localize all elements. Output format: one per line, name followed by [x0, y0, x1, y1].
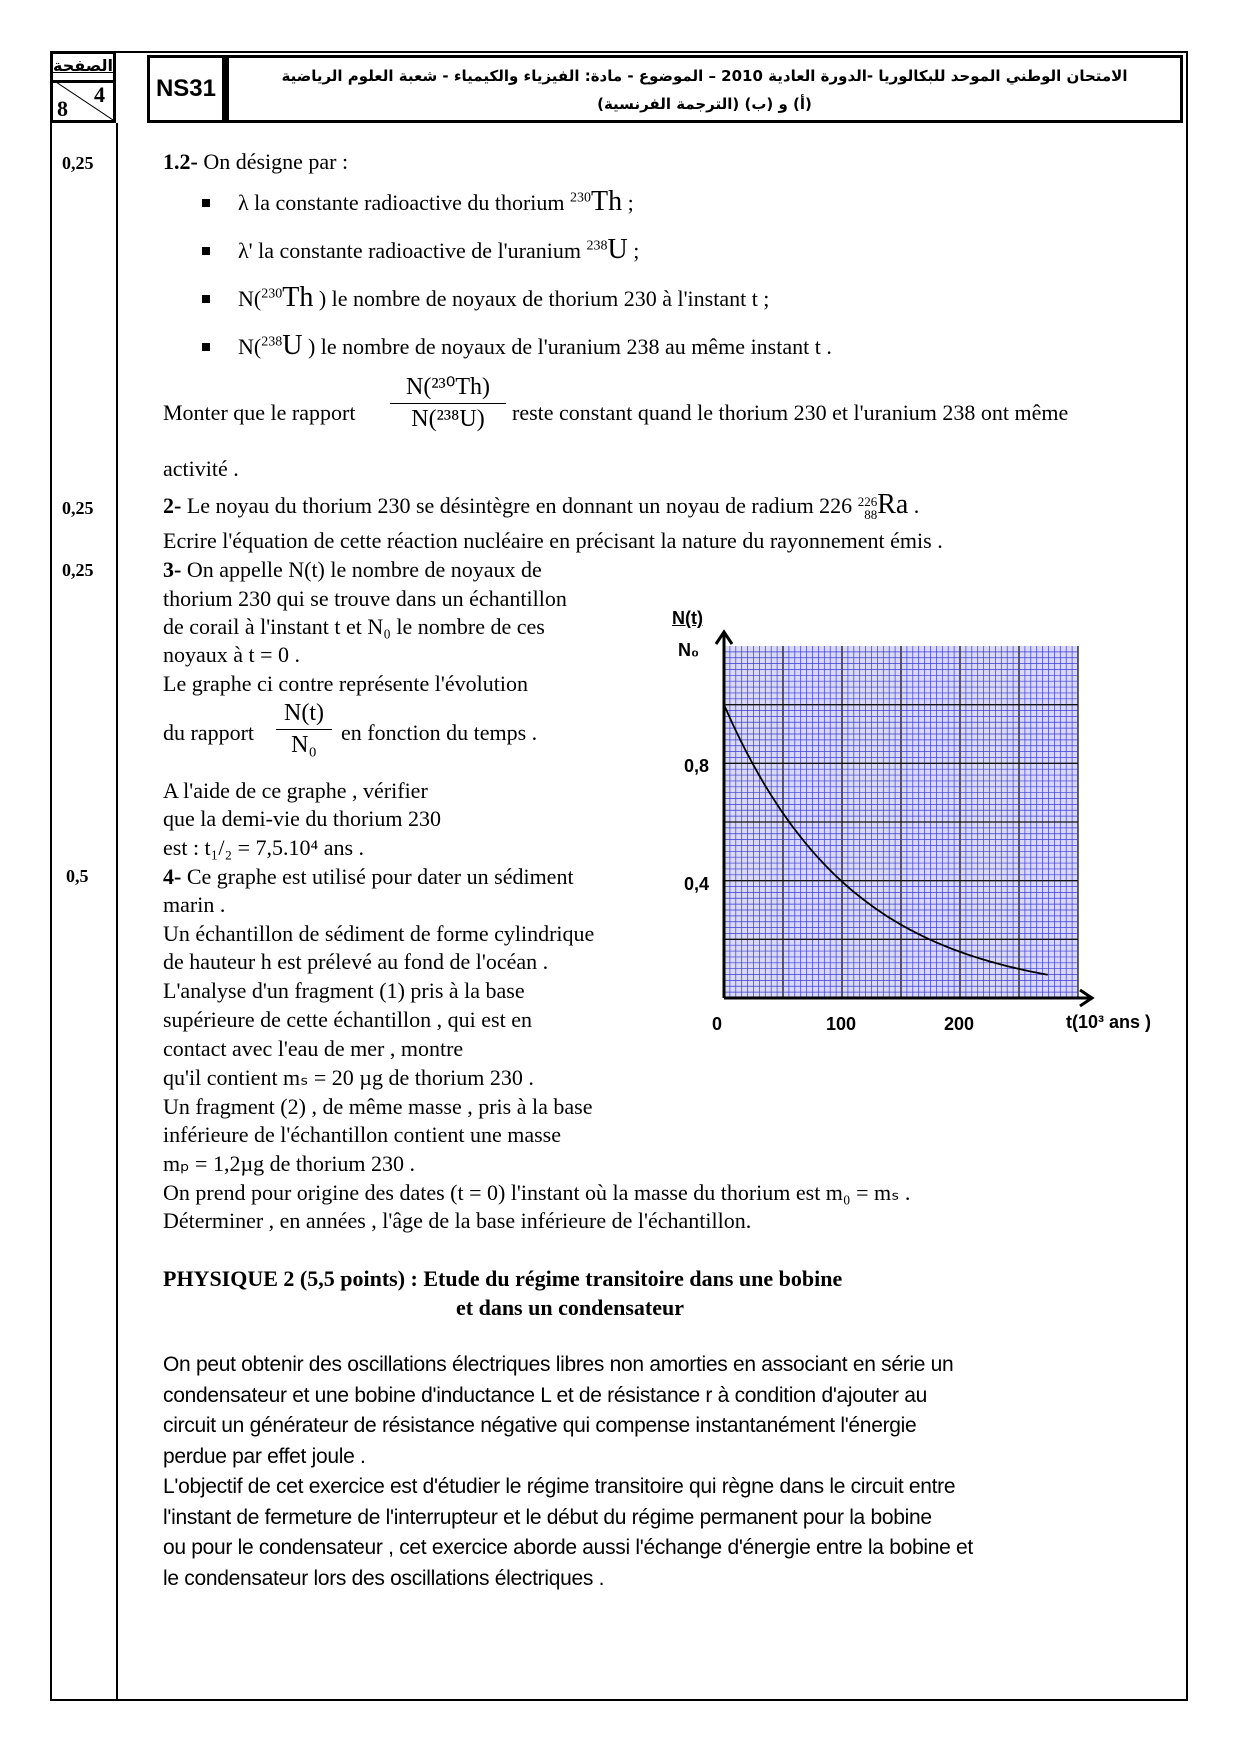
score-q4: 0,5	[66, 866, 89, 886]
x-tick-label: 0	[712, 1014, 723, 1034]
data-point	[735, 730, 737, 732]
exam-code: NS31	[147, 55, 225, 123]
bullet-icon	[202, 295, 210, 303]
q4-line: On prend pour origine des dates (t = 0) l'instant où la masse du thorium est m₀ = mₛ .	[163, 1180, 911, 1205]
page-total: 8	[57, 96, 68, 121]
q4-line: qu'il contient mₛ = 20 µg de thorium 230 .	[163, 1065, 534, 1090]
data-point	[888, 917, 890, 919]
fraction-denominator: N₀	[291, 732, 317, 758]
fraction-numerator: N(t)	[284, 700, 324, 726]
bullet-end: ) le nombre de noyaux de l'uranium 238 au même instant t .	[302, 334, 832, 359]
bullet-end: ) le nombre de noyaux de thorium 230 à l'instant t ;	[313, 286, 770, 311]
q3-ratio-post: en fonction du temps .	[341, 720, 538, 745]
paragraph-line: le condensateur lors des oscillations électriques .	[163, 1566, 605, 1590]
q2-number: 2-	[163, 493, 182, 518]
nuclide-indices	[858, 495, 878, 521]
q3-number: 3-	[163, 557, 182, 582]
show-ratio-post: reste constant quand le thorium 230 et l'uranium 238 ont même	[512, 400, 1069, 425]
data-point	[1018, 968, 1020, 970]
bullet-item	[238, 330, 832, 361]
bullet-text: λ la constante radioactive du thorium	[238, 190, 571, 215]
paragraph-line: L'objectif de cet exercice est d'étudier le régime transitoire qui règne dans le circuit entre	[163, 1475, 956, 1498]
q3-line: que la demi-vie du thorium 230	[163, 806, 441, 831]
data-point	[782, 812, 784, 814]
element-symbol: Th	[591, 186, 623, 217]
mass-number: 230	[570, 190, 592, 206]
page-number-box	[50, 51, 116, 123]
q3-text: On appelle N(t) le nombre de noyaux de	[181, 557, 542, 582]
q2-text: Le noyau du thorium 230 se désintègre en donnant un noyau de radium 226	[181, 493, 858, 518]
q3-ratio-pre: du rapport	[163, 720, 255, 745]
q4-line: marin .	[163, 892, 226, 917]
y-axis-label-numerator: N(t)	[672, 608, 703, 628]
q4-line: Un échantillon de sédiment de forme cylindrique	[163, 921, 595, 946]
score-q12: 0,25	[62, 153, 94, 173]
data-point	[829, 870, 831, 872]
paragraph-line: circuit un générateur de résistance négative qui compense instantanément l'énergie	[163, 1414, 917, 1437]
fraction-denominator: N(²³⁸U)	[411, 406, 485, 432]
data-point	[759, 775, 761, 777]
bullet-end: ;	[622, 190, 634, 215]
data-point	[812, 851, 814, 853]
ratio-fraction	[390, 372, 506, 433]
show-ratio-end: activité .	[163, 456, 239, 481]
q12-text: On désigne par :	[197, 149, 349, 174]
q4-line: Un fragment (2) , de même masse , pris à la base	[163, 1094, 593, 1119]
q4-line: de hauteur h est prélevé au fond de l'océan .	[163, 949, 549, 974]
element-symbol: U	[282, 330, 303, 361]
bullet-end: ;	[627, 238, 640, 263]
physique2-title: PHYSIQUE 2 (5,5 points) : Etude du régime transitoire dans une bobine	[163, 1266, 843, 1291]
q3-line: est : t₁/₂ = 7,5.10⁴ ans .	[163, 835, 365, 860]
bullet-text: N(	[238, 334, 262, 359]
y-axis-label-denominator: N₀	[678, 640, 700, 660]
page-current: 4	[94, 82, 105, 107]
score-margin	[50, 123, 118, 1699]
nt-n0-fraction	[276, 700, 332, 759]
element-symbol: U	[607, 234, 628, 265]
bullet-item	[238, 234, 640, 265]
paragraph-line: l'instant de fermeture de l'interrupteur et le début du régime permanent pour la bobine	[163, 1505, 932, 1529]
q2-end: .	[908, 493, 920, 518]
bullet-item	[238, 186, 634, 217]
data-point	[900, 924, 902, 926]
q3-line: de corail à l'instant t et N₀ le nombre de ces	[163, 614, 545, 639]
y-tick-label: 0,4	[684, 874, 710, 894]
bullet-text: N(	[238, 286, 262, 311]
q3-line: A l'aide de ce graphe , vérifier	[163, 778, 428, 803]
data-point	[865, 900, 867, 902]
fraction-bar	[276, 729, 332, 730]
q12-number: 1.2-	[163, 149, 198, 174]
mass-number: 238	[261, 334, 283, 350]
page-label: الصفحة	[53, 54, 113, 83]
q3-line: noyaux à t = 0 .	[163, 642, 301, 667]
paragraph-line: perdue par effet joule .	[163, 1444, 366, 1468]
q2-line-1	[163, 489, 920, 522]
q4-line: contact avec l'eau de mer , montre	[163, 1036, 464, 1061]
paragraph-line: ou pour le condensateur , cet exercice aborde aussi l'échange d'énergie entre la bobine et	[163, 1536, 973, 1559]
bullet-icon	[202, 247, 210, 255]
fraction-numerator: N(²³⁰Th)	[406, 374, 490, 400]
q3-line: Le graphe ci contre représente l'évolution	[163, 671, 528, 696]
exam-title	[225, 55, 1183, 123]
q3-line: thorium 230 qui se trouve dans un échantillon	[163, 586, 567, 611]
title-line-1: الامتحان الوطني الموحد للبكالوريا -الدورة العادية 2010 – الموضوع - مادة: الفيزياء والكيمياء - شعبة العلوم الرياضية	[281, 67, 1128, 85]
bullet-item	[238, 282, 770, 313]
q2-line-2: Ecrire l'équation de cette réaction nucléaire en précisant la nature du rayonnement émis .	[163, 528, 943, 553]
q4-line: inférieure de l'échantillon contient une masse	[163, 1122, 561, 1147]
show-ratio-pre: Monter que le rapport	[163, 400, 356, 425]
x-axis-label: t(10³ ans )	[1066, 1012, 1152, 1032]
title-line-2: (أ) و (ب) (الترجمة الفرنسية)	[597, 95, 812, 113]
q4-line: Déterminer , en années , l'âge de la base inférieure de l'échantillon.	[163, 1208, 752, 1233]
score-q2: 0,25	[62, 498, 94, 518]
score-q3: 0,25	[62, 560, 94, 580]
x-tick-label: 200	[944, 1014, 975, 1034]
q4-line	[163, 864, 574, 890]
paragraph-line: condensateur et une bobine d'inductance L et de résistance r à condition d'ajouter au	[163, 1383, 927, 1407]
data-point	[723, 704, 725, 706]
data-point	[989, 961, 991, 963]
mass-number: 230	[261, 286, 283, 302]
mass-number: 226	[857, 493, 878, 509]
q3-line	[163, 557, 542, 583]
paragraph-line: On peut obtenir des oscillations électriques libres non amorties en associant en série un	[163, 1353, 954, 1376]
element-symbol: Ra	[877, 489, 909, 520]
bullet-text: λ' la constante radioactive de l'uranium	[238, 238, 587, 263]
q4-number: 4-	[163, 864, 182, 889]
physique2-subtitle: et dans un condensateur	[456, 1295, 684, 1320]
data-point	[770, 795, 772, 797]
bullet-icon	[202, 199, 210, 207]
element-symbol: Th	[282, 282, 314, 313]
mass-number: 238	[586, 238, 608, 254]
q4-line: supérieure de cette échantillon , qui est en	[163, 1007, 532, 1032]
bullet-icon	[202, 343, 210, 351]
q12-heading	[163, 149, 348, 175]
data-point	[1047, 974, 1049, 976]
data-point	[924, 936, 926, 938]
q4-line: mₚ = 1,2µg de thorium 230 .	[163, 1151, 416, 1176]
data-point	[841, 881, 843, 883]
q4-text: Ce graphe est utilisé pour dater un sédiment	[181, 864, 574, 889]
decay-chart	[640, 600, 1200, 1040]
x-tick-label: 100	[826, 1014, 857, 1034]
data-point	[747, 753, 749, 755]
fraction-bar	[390, 403, 506, 404]
y-tick-label: 0,8	[684, 756, 710, 776]
data-point	[794, 829, 796, 831]
atomic-number: 88	[864, 506, 878, 522]
data-point	[959, 951, 961, 953]
q4-line: L'analyse d'un fragment (1) pris à la base	[163, 978, 525, 1003]
